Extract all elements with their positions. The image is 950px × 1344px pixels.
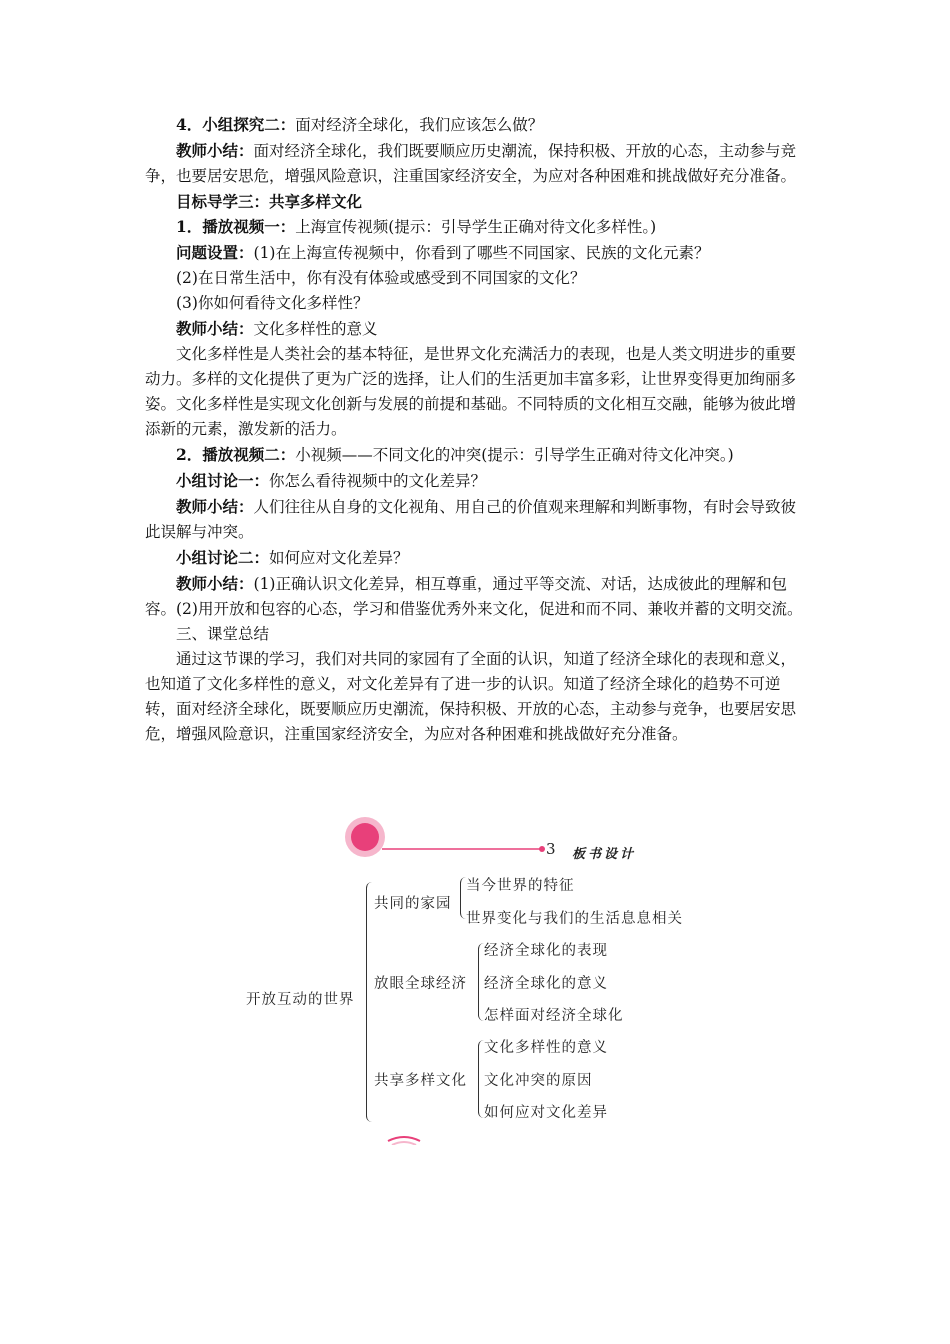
board-design-diagram [232, 815, 712, 1145]
text: (1)在上海宣传视频中，你看到了哪些不同国家、民族的文化元素？ [253, 244, 710, 262]
header-decoration [232, 815, 712, 1145]
group-3-item: 文化冲突的原因 [484, 1073, 593, 1089]
rule-end-dot [539, 846, 545, 852]
group-3-label: 共享多样文化 [374, 1073, 467, 1089]
paragraph [145, 112, 807, 138]
paragraph [145, 545, 807, 571]
text: 人们往往从自身的文化视角、用自己的价值观来理解和判断事物，有时会导致彼此误解与冲突。 [145, 498, 797, 541]
group-1-item: 世界变化与我们的生活息息相关 [466, 911, 683, 927]
paragraph [145, 138, 807, 189]
label: 教师小结： [176, 141, 254, 160]
board-title: 板书设计 [572, 847, 637, 862]
paragraph [145, 468, 807, 494]
paragraph [145, 214, 807, 240]
text: 如何应对文化差异？ [269, 549, 409, 567]
text: 文化多样性的意义 [253, 320, 378, 338]
paragraph [145, 571, 807, 622]
root-label: 开放互动的世界 [246, 992, 355, 1008]
group-2-item: 经济全球化的意义 [484, 976, 608, 992]
label: 4．小组探究二： [176, 115, 296, 134]
label: 教师小结： [176, 319, 254, 338]
group-3-item: 如何应对文化差异 [484, 1105, 608, 1121]
bottom-arc-icon [388, 1137, 420, 1141]
document-body [145, 112, 807, 747]
group-2-item: 怎样面对经济全球化 [484, 1008, 624, 1024]
label: 2．播放视频二： [176, 445, 296, 464]
paragraph [145, 494, 807, 545]
text: 面对经济全球化，我们应该怎么做？ [295, 116, 544, 134]
text: 面对经济全球化，我们既要顺应历史潮流，保持积极、开放的心态，主动参与竞争，也要居安思危，增强风险意识，注重国家经济安全，为应对各种困难和挑战做好充分准备。 [145, 142, 797, 185]
paragraph: 通过这节课的学习，我们对共同的家园有了全面的认识，知道了经济全球化的表现和意义，也知道了文化多样性的意义，对文化差异有了进一步的认识。知道了经济全球化的趋势不可逆转，面对经济全球化，既要顺应历史潮流，保持积极、开放的心态，主动参与竞争，也要居安思危，增强风险意识，注重国家经济安全，为应对各种困难和挑战做好充分准备。 [145, 650, 797, 743]
text: 上海宣传视频(提示：引导学生正确对待文化多样性。) [295, 218, 657, 236]
section-heading: 三、课堂总结 [176, 625, 270, 643]
group-2-label: 放眼全球经济 [374, 976, 467, 992]
label: 问题设置： [176, 243, 254, 262]
paragraph: (3)你如何看待文化多样性？ [176, 294, 369, 312]
label: 教师小结： [176, 574, 254, 593]
label: 小组讨论二： [176, 548, 270, 567]
paragraph: (2)在日常生活中，你有没有体验或感受到不同国家的文化？ [176, 269, 586, 287]
label: 1．播放视频一： [176, 217, 296, 236]
text: (1)正确认识文化差异，相互尊重，通过平等交流、对话，达成彼此的理解和包容。(2)用开放和包容的心态，学习和借鉴优秀外来文化，促进和而不同、兼收并蓄的文明交流。 [145, 575, 803, 618]
group-1-item: 当今世界的特征 [466, 878, 575, 894]
text: 小视频——不同文化的冲突(提示：引导学生正确对待文化冲突。) [295, 446, 734, 464]
paragraph: 文化多样性是人类社会的基本特征，是世界文化充满活力的表现，也是人类文明进步的重要动力。多样的文化提供了更为广泛的选择，让人们的生活更加丰富多彩，让世界变得更加绚丽多姿。文化多样性是实现文化创新与发展的前提和基础。不同特质的文化相互交融，能够为彼此增添新的元素，激发新的活力。 [145, 345, 797, 438]
label: 教师小结： [176, 497, 254, 516]
paragraph [145, 316, 807, 342]
text: 你怎么看待视频中的文化差异？ [269, 472, 487, 490]
section-heading: 目标导学三：共享多样文化 [176, 192, 363, 211]
paragraph [145, 240, 807, 266]
group-1-label: 共同的家园 [374, 896, 452, 912]
paragraph [145, 442, 807, 468]
group-2-item: 经济全球化的表现 [484, 943, 608, 959]
group-3-item: 文化多样性的意义 [484, 1040, 608, 1056]
board-number: 3 [546, 840, 556, 858]
label: 小组讨论一： [176, 471, 270, 490]
